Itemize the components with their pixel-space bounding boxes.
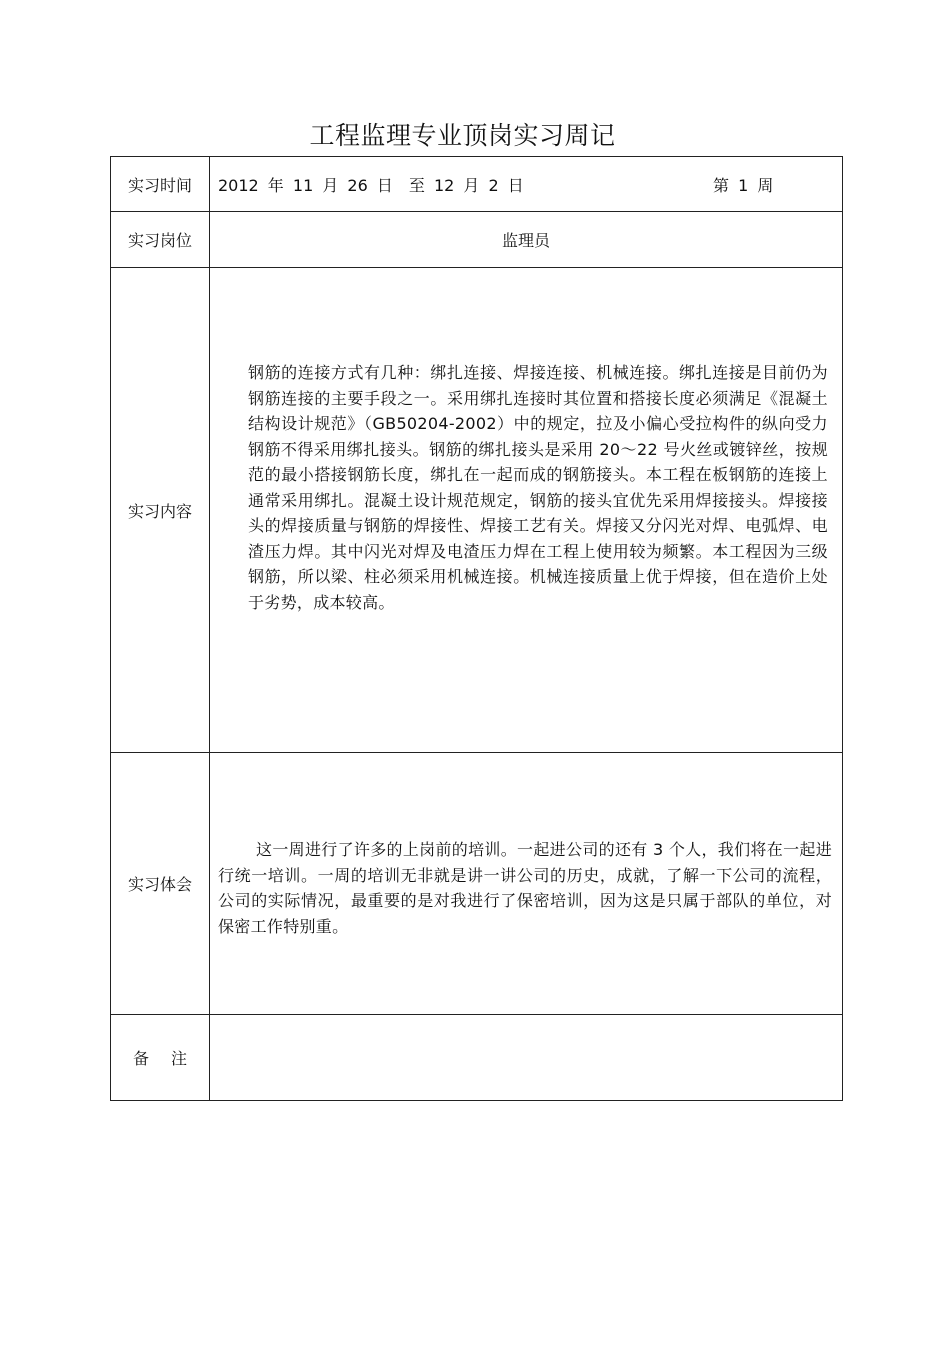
weekly-report-table xyxy=(110,156,843,1101)
row-internship-reflection xyxy=(111,753,843,1015)
internship-date-range: 2012 年 11 月 26 日 至 12 月 2 日 xyxy=(218,176,524,195)
row-remarks xyxy=(111,1015,843,1101)
internship-post-label: 实习岗位 xyxy=(111,212,210,268)
internship-content-cell xyxy=(210,268,843,753)
remarks-label: 备注 xyxy=(111,1015,210,1101)
internship-time-label: 实习时间 xyxy=(111,157,210,212)
row-internship-post xyxy=(111,212,843,268)
internship-post-value: 监理员 xyxy=(210,212,843,268)
row-internship-content xyxy=(111,268,843,753)
internship-time-cell xyxy=(210,157,843,212)
internship-content-text: 钢筋的连接方式有几种：绑扎连接、焊接连接、机械连接。绑扎连接是目前仍为钢筋连接的主要手段之一。采用绑扎连接时其位置和搭接长度必须满足《混凝土结构设计规范》（GB50204-2002）中的规定，拉及小偏心受拉构件的纵向受力钢筋不得采用绑扎接头。钢筋的绑扎接头是采用 20～22 号火丝或镀锌丝，按规范的最小搭接钢筋长度，绑扎在一起而成的钢筋接头。本工程在板钢筋的连接上通常采用绑扎。混凝土设计规范规定，钢筋的接头宜优先采用焊接接头。焊接接头的焊接质量与钢筋的焊接性、焊接工艺有关。焊接又分闪光对焊、电弧焊、电渣压力焊。其中闪光对焊及电渣压力焊在工程上使用较为频繁。本工程因为三级钢筋，所以梁、柱必须采用机械连接。机械连接质量上优于焊接，但在造价上处于劣势，成本较高。 xyxy=(248,363,828,612)
document-title: 工程监理专业顶岗实习周记 xyxy=(309,121,616,150)
remarks-value xyxy=(210,1015,843,1101)
internship-reflection-text: 这一周进行了许多的上岗前的培训。一起进公司的还有 3 个人，我们将在一起进行统一培训。一周的培训无非就是讲一讲公司的历史，成就，了解一下公司的流程，公司的实际情况，最重要的是对我进行了保密培训，因为这是只属于部队的单位，对保密工作特别重。 xyxy=(218,840,832,936)
internship-reflection-cell xyxy=(210,753,843,1015)
row-internship-time xyxy=(111,157,843,212)
internship-reflection-label: 实习体会 xyxy=(111,753,210,1015)
week-number: 第 1 周 xyxy=(713,176,774,195)
internship-content-label: 实习内容 xyxy=(111,268,210,753)
